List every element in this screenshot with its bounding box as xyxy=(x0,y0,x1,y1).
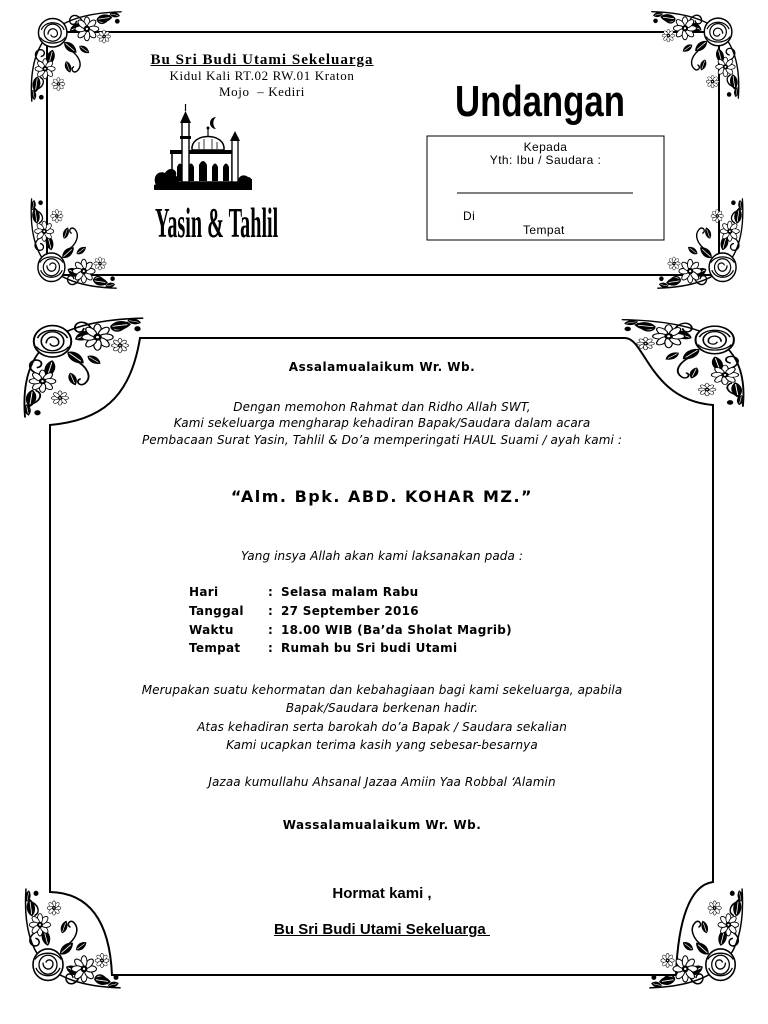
bush-right xyxy=(238,175,252,185)
greeting: Assalamualaikum Wr. Wb. xyxy=(288,360,476,374)
mosque-minaret xyxy=(182,122,189,182)
closing-line: Kami ucapkan terima kasih yang sebesar-besarnya xyxy=(226,738,538,752)
schedule-separator: : xyxy=(268,604,274,618)
recipient-place-label: Tempat xyxy=(523,223,565,237)
schedule-value: Selasa malam Rabu xyxy=(281,585,419,599)
floral-ornament-card-top-right xyxy=(652,11,740,98)
signature: Bu Sri Budi Utami Sekeluarga xyxy=(274,921,490,938)
schedule-label: Waktu xyxy=(189,623,234,637)
arched-window xyxy=(212,164,218,182)
side-tower-roof xyxy=(230,131,240,141)
schedule-value: 18.00 WIB (Ba’da Sholat Magrib) xyxy=(281,623,512,637)
schedule-row-day xyxy=(189,584,418,600)
sender-address-line-2: Mojo – Kediri xyxy=(218,84,306,99)
closing-line: Merupakan suatu kehormatan dan kebahagiaan bagi kami sekeluarga, apabila xyxy=(141,683,623,697)
schedule-row-time xyxy=(189,622,512,638)
recipient-salutation: Yth: Ibu / Saudara : xyxy=(489,153,602,167)
schedule-intro: Yang insya Allah akan kami laksanakan pada : xyxy=(240,549,524,563)
schedule-separator: : xyxy=(268,641,274,655)
mosque-illustration xyxy=(154,104,252,190)
schedule-row-date xyxy=(189,603,419,619)
recipient-to-label: Kepada xyxy=(523,140,568,154)
mosque-side-tower xyxy=(232,139,238,182)
minaret-balcony xyxy=(180,136,191,139)
farewell: Wassalamualaikum Wr. Wb. xyxy=(282,818,482,832)
dome-finial-ball xyxy=(207,127,210,130)
recipient-di-label: Di xyxy=(463,209,476,223)
schedule-value: Rumah bu Sri budi Utami xyxy=(281,641,458,655)
minaret-roof xyxy=(180,111,191,123)
prayer-line: Jazaa kumullahu Ahsanal Jazaa Amiin Yaa Robbal ‘Alamin xyxy=(208,775,556,789)
arched-door xyxy=(199,161,207,181)
mosque-main-dome xyxy=(192,137,224,151)
schedule-value: 27 September 2016 xyxy=(281,604,419,618)
schedule-label: Hari xyxy=(189,585,219,599)
bush-left xyxy=(155,169,179,185)
honoree-name: “Alm. Bpk. ABD. KOHAR MZ.” xyxy=(230,487,534,506)
closing-line: Atas kehadiran serta barokah do’a Bapak / Saudara sekalian xyxy=(197,720,567,734)
intro-line: Kami sekeluarga mengharap kehadiran Bapak/Saudara dalam acara xyxy=(173,416,591,430)
schedule-separator: : xyxy=(268,623,274,637)
sender-name: Bu Sri Budi Utami Sekeluarga xyxy=(150,52,374,68)
intro-line: Pembacaan Surat Yasin, Tahlil & Do’a memperingati HAUL Suami / ayah kami : xyxy=(141,433,623,447)
arched-window xyxy=(223,164,229,182)
floral-ornament-card-top-left xyxy=(30,11,121,101)
invitation-title: Undangan xyxy=(455,77,625,126)
schedule-label: Tempat xyxy=(189,641,241,655)
crescent-moon xyxy=(210,117,216,129)
schedule-label: Tanggal xyxy=(189,604,244,618)
sender-address-line-1: Kidul Kali RT.02 RW.01 Kraton xyxy=(169,68,355,83)
closing-line: Bapak/Saudara berkenan hadir. xyxy=(285,701,479,715)
event-title: Yasin & Tahlil xyxy=(155,201,279,247)
schedule-separator: : xyxy=(268,585,274,599)
signoff: Hormat kami , xyxy=(332,885,432,902)
schedule-row-place xyxy=(189,640,457,656)
intro-line: Dengan memohon Rahmat dan Ridho Allah SWT, xyxy=(233,400,531,414)
